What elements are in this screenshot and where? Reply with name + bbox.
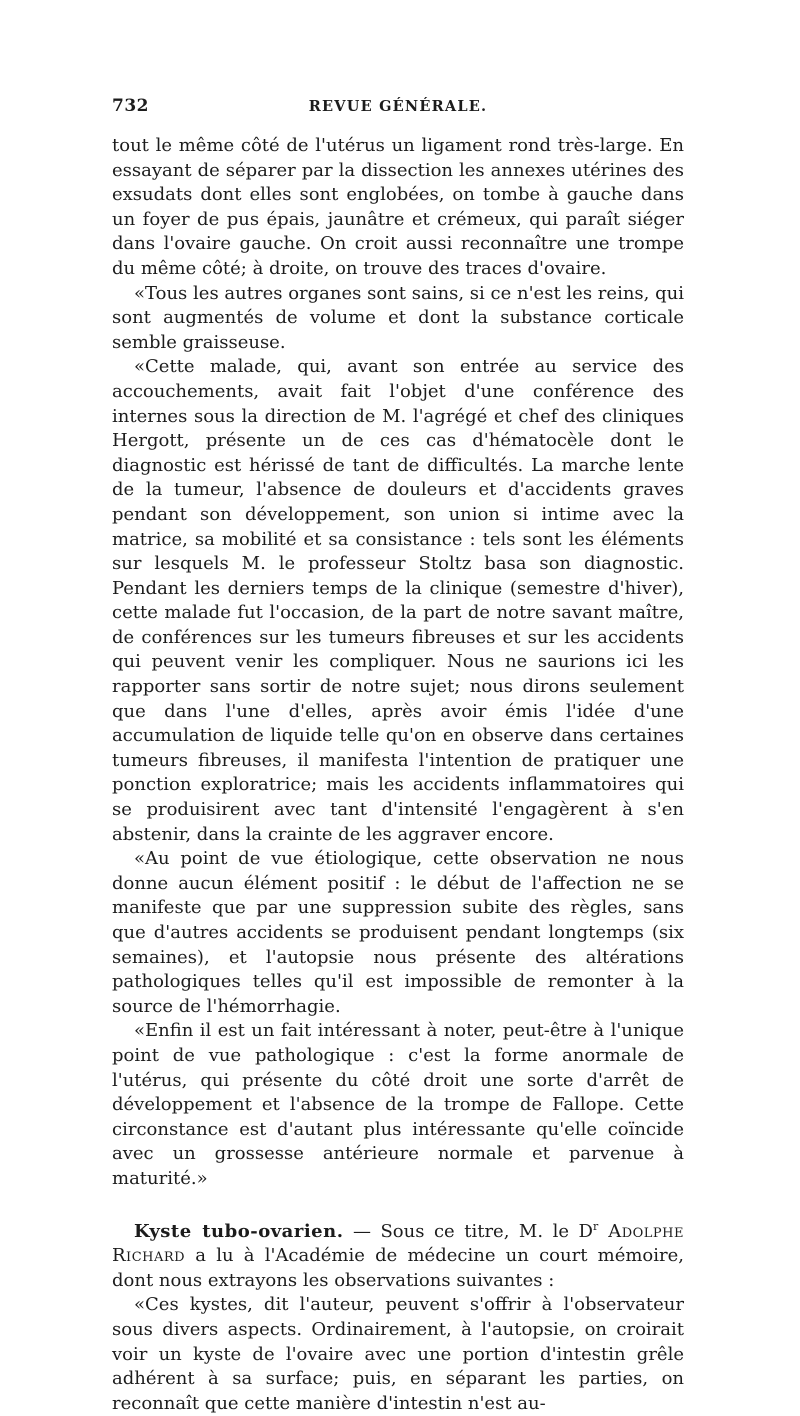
running-head: REVUE GÉNÉRALE.	[308, 98, 488, 115]
paragraph-2: «Tous les autres organes sont sains, si ce n'est les reins, qui sont augmentés de volume et dont la substance corticale semble graisseuse.	[112, 282, 684, 353]
paragraph-5: «Enfin il est un fait intéressant à noter, peut-être à l'unique point de vue pathologique : c'est la forme anormale de l'utérus, qui présente du côté droit une sorte d'arrêt de développement et l'absence de la trompe de Fallope. Cette circonstance est d'autant plus intéressante qu'elle coïncide avec un grossesse antérieure normale et parvenue à maturité.»	[112, 1020, 684, 1189]
paragraph-3: «Cette malade, qui, avant son entrée au service des accouchements, avait fait l'objet d'une conférence des internes sous la direction de M. l'agrégé et chef des cliniques Hergott, présente un de ces cas d'hématocèle dont le diagnostic est hérissé de tant de difficultés. La marche lente de la tumeur, l'absence de douleurs et d'accidents graves pendant son développement, son union si intime avec la matrice, sa mobilité et sa consistance : tels sont les éléments sur lesquels M. le professeur Stoltz basa son diagnostic. Pendant les derniers temps de la clinique (semestre d'hiver), cette malade fut l'occasion, de la part de notre savant maître, de conférences sur les tumeurs fibreuses et sur les accidents qui peuvent venir les compliquer. Nous ne saurions ici les rapporter sans sortir de notre sujet; nous dirons seulement que dans l'une d'elles, après avoir émis l'idée d'une accumulation de liquide telle qu'on en observe dans certaines tumeurs fibreuses, il manifesta l'intention de pratiquer une ponction exploratrice; mais les accidents inflammatoires qui se produisirent avec tant d'intensité l'engagèrent à s'en abstenir, dans la crainte de les aggraver encore.	[112, 356, 684, 845]
paragraph-4: «Au point de vue étiologique, cette observation ne nous donne aucun élément positif : le début de l'affection ne se manifeste que par une suppression subite des règles, sans que d'autres accidents se produisent pendant longtemps (six semaines), et l'autopsie nous présente des altérations pathologiques telles qu'il est impossible de remonter à la source de l'hémorrhagie.	[112, 848, 684, 1017]
section-paragraph: «Ces kystes, dit l'auteur, peuvent s'offrir à l'observateur sous divers aspects. Ordinairement, à l'autopsie, on croirait voir un kyste de l'ovaire avec une portion d'intestin grêle adhérent à sa surface; puis, en séparant les parties, on reconnaît que cette manière d'intestin n'est au-	[112, 1294, 684, 1414]
page-header	[112, 96, 684, 120]
paragraph-1: tout le même côté de l'utérus un ligament rond très-large. En essayant de séparer par la dissection les annexes utérines des exsudats dont elles sont englobées, on tombe à gauche dans un foyer de pus épais, jaunâtre et crémeux, qui paraît siéger dans l'ovaire gauche. On croit aussi reconnaître une trompe du même côté; à droite, on trouve des traces d'ovaire.	[112, 135, 684, 279]
section-intro	[112, 1220, 684, 1294]
section-title: Kyste tubo-ovarien.	[134, 1220, 344, 1242]
dr-superscript: r	[592, 1219, 599, 1233]
section-lead-text: — Sous ce titre, M. le D	[343, 1220, 593, 1242]
document-page	[112, 96, 684, 1416]
section-author: Adolphe Richard	[112, 1220, 684, 1267]
page-number: 732	[112, 96, 149, 116]
section-rest-text: a lu à l'Académie de médecine un court mémoire, dont nous extrayons les observations suivantes :	[112, 1245, 684, 1291]
section-spacer	[112, 1192, 684, 1220]
